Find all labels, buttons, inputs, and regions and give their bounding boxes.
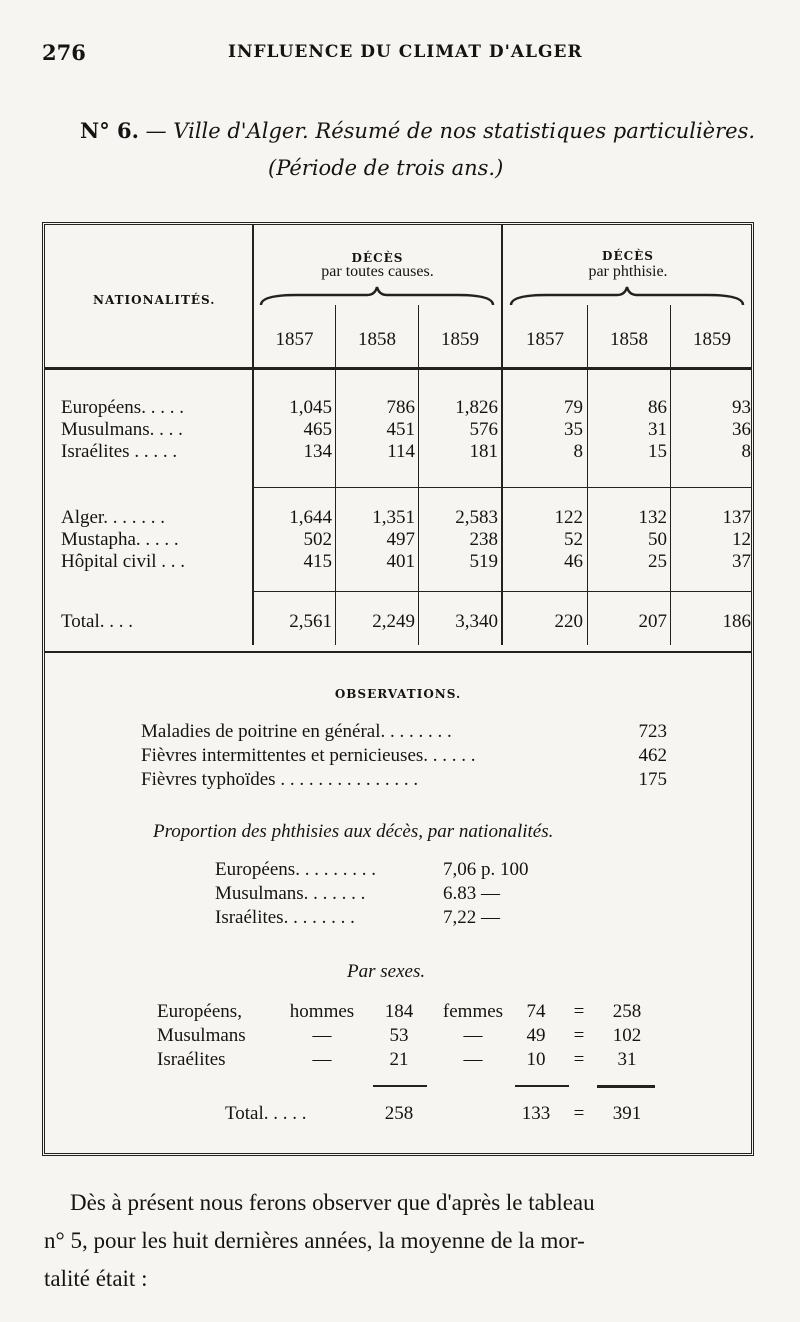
sum-rule xyxy=(515,1085,569,1087)
table-cell: 2,249 xyxy=(372,611,415,632)
sexes-women-label: — xyxy=(463,1049,483,1070)
table-cell: 502 xyxy=(303,529,332,550)
sexes-women-label: — xyxy=(463,1025,483,1046)
row-label: Total. . . . xyxy=(61,611,134,632)
sexes-total-men: 258 xyxy=(384,1103,414,1124)
table-cell: 132 xyxy=(638,507,667,528)
table-cell: 186 xyxy=(722,611,751,632)
table-cell: 415 xyxy=(303,551,332,572)
sexes-eq: = xyxy=(573,1049,585,1070)
table-cell: 31 xyxy=(648,419,667,440)
table-cell: 519 xyxy=(469,551,498,572)
table-cell: 25 xyxy=(648,551,667,572)
sexes-total: 31 xyxy=(617,1049,637,1070)
table-cell: 93 xyxy=(732,397,751,418)
sexes-label: Musulmans xyxy=(157,1025,246,1046)
sexes-women: 49 xyxy=(526,1025,546,1046)
table-cell: 114 xyxy=(387,441,415,462)
table-cell: 576 xyxy=(469,419,498,440)
table-cell: 15 xyxy=(648,441,667,462)
observations-rule xyxy=(45,651,751,653)
sexes-men: 21 xyxy=(389,1049,409,1070)
table-cell: 207 xyxy=(638,611,667,632)
table-cell: 786 xyxy=(386,397,415,418)
obs-value: 462 xyxy=(638,745,667,766)
header-rule xyxy=(45,367,751,370)
sexes-title: Par sexes. xyxy=(347,961,426,982)
row-label: Hôpital civil . . . xyxy=(61,551,186,572)
table-subtitle: (Période de trois ans.) xyxy=(268,156,504,180)
observations-title: OBSERVATIONS. xyxy=(334,687,462,701)
obs-value: 723 xyxy=(638,721,667,742)
row-label: Israélites . . . . . xyxy=(61,441,178,462)
sexes-eq: = xyxy=(573,1025,585,1046)
year-header: 1859 xyxy=(441,329,479,350)
table-cell: 137 xyxy=(722,507,751,528)
table-cell: 36 xyxy=(732,419,751,440)
table-cell: 1,351 xyxy=(372,507,415,528)
sexes-label: Européens, xyxy=(157,1001,242,1022)
table-cell: 79 xyxy=(564,397,583,418)
table-cell: 181 xyxy=(469,441,498,462)
table-cell: 1,644 xyxy=(289,507,332,528)
table-cell: 8 xyxy=(741,441,751,462)
table-cell: 46 xyxy=(564,551,583,572)
paragraph-line: n° 5, pour les huit dernières années, la moyenne de la mor- xyxy=(44,1228,585,1253)
sexes-total-label: Total. . . . . xyxy=(225,1103,307,1124)
sexes-total-value: 391 xyxy=(612,1103,642,1124)
table-cell: 451 xyxy=(386,419,415,440)
column-divider xyxy=(335,305,336,645)
table-cell: 465 xyxy=(303,419,332,440)
table-label: N° 6. xyxy=(80,118,139,143)
sexes-men-label: — xyxy=(312,1025,332,1046)
sexes-men-label: — xyxy=(312,1049,332,1070)
year-header: 1859 xyxy=(693,329,731,350)
sexes-women: 74 xyxy=(526,1001,546,1022)
obs-value: 175 xyxy=(638,769,667,790)
sexes-men: 53 xyxy=(389,1025,409,1046)
proportion-label: Israélites. . . . . . . . xyxy=(215,907,355,928)
sexes-total: 258 xyxy=(612,1001,642,1022)
proportion-label: Européens. . . . . . . . . xyxy=(215,859,376,880)
year-header: 1858 xyxy=(610,329,648,350)
brace-decoration xyxy=(257,285,497,309)
row-header: NATIONALITÉS. xyxy=(93,293,216,307)
page-number: 276 xyxy=(42,40,86,65)
table-cell: 3,340 xyxy=(455,611,498,632)
year-header: 1858 xyxy=(358,329,396,350)
table-cell: 50 xyxy=(648,529,667,550)
paragraph-line: talité était : xyxy=(44,1266,148,1291)
obs-label: Maladies de poitrine en général. . . . . . . . xyxy=(141,721,452,742)
proportion-value: 7,06 p. 100 xyxy=(443,859,529,880)
group1-subtitle: par toutes causes. xyxy=(321,263,434,280)
section-rule xyxy=(254,487,751,488)
table-cell: 122 xyxy=(554,507,583,528)
proportion-value: 7,22 — xyxy=(443,907,500,928)
group2-title: DÉCÈS xyxy=(602,249,654,263)
table-cell: 37 xyxy=(732,551,751,572)
column-divider xyxy=(587,305,588,645)
sexes-women: 10 xyxy=(526,1049,546,1070)
table-cell: 134 xyxy=(303,441,332,462)
obs-label: Fièvres intermittentes et pernicieuses. . . . . . xyxy=(141,745,476,766)
column-divider xyxy=(670,305,671,645)
sum-rule xyxy=(597,1085,655,1088)
proportion-value: 6.83 — xyxy=(443,883,500,904)
sexes-label: Israélites xyxy=(157,1049,226,1070)
group1-title: DÉCÈS xyxy=(351,251,404,265)
sexes-total-eq: = xyxy=(573,1103,585,1124)
brace-decoration xyxy=(507,285,747,309)
table-title: — Ville d'Alger. Résumé de nos statistiques particulières. xyxy=(145,119,756,143)
obs-label: Fièvres typhoïdes . . . . . . . . . . . . . . . xyxy=(141,769,419,790)
table-cell: 8 xyxy=(573,441,583,462)
year-header: 1857 xyxy=(526,329,564,350)
table-cell: 12 xyxy=(732,529,751,550)
table-cell: 86 xyxy=(648,397,667,418)
row-label: Mustapha. . . . . xyxy=(61,529,179,550)
table-cell: 2,583 xyxy=(455,507,498,528)
column-divider xyxy=(418,305,419,645)
sexes-total: 102 xyxy=(612,1025,642,1046)
table-cell: 1,045 xyxy=(289,397,332,418)
sum-rule xyxy=(373,1085,427,1087)
table-cell: 35 xyxy=(564,419,583,440)
row-label: Européens. . . . . xyxy=(61,397,184,418)
sexes-men: 184 xyxy=(384,1001,414,1022)
row-label: Musulmans. . . . xyxy=(61,419,183,440)
table-cell: 238 xyxy=(469,529,498,550)
table-cell: 401 xyxy=(386,551,415,572)
paragraph-line: Dès à présent nous ferons observer que d'après le tableau xyxy=(70,1190,595,1215)
table-cell: 2,561 xyxy=(289,611,332,632)
statistics-table xyxy=(42,222,754,1156)
sexes-women-label: femmes xyxy=(442,1001,504,1022)
year-header: 1857 xyxy=(275,329,314,350)
proportion-title: Proportion des phthisies aux décès, par nationalités. xyxy=(153,821,554,842)
section-rule xyxy=(254,591,751,592)
sexes-total-women: 133 xyxy=(521,1103,551,1124)
table-caption xyxy=(80,118,755,143)
proportion-label: Musulmans. . . . . . . xyxy=(215,883,366,904)
table-cell: 1,826 xyxy=(455,397,498,418)
table-cell: 220 xyxy=(554,611,583,632)
table-cell: 52 xyxy=(564,529,583,550)
group2-subtitle: par phthisie. xyxy=(588,263,668,280)
row-label: Alger. . . . . . . xyxy=(61,507,165,528)
table-cell: 497 xyxy=(386,529,415,550)
sexes-men-label: hommes xyxy=(289,1001,355,1022)
running-title: INFLUENCE DU CLIMAT D'ALGER xyxy=(228,42,583,62)
sexes-eq: = xyxy=(573,1001,585,1022)
